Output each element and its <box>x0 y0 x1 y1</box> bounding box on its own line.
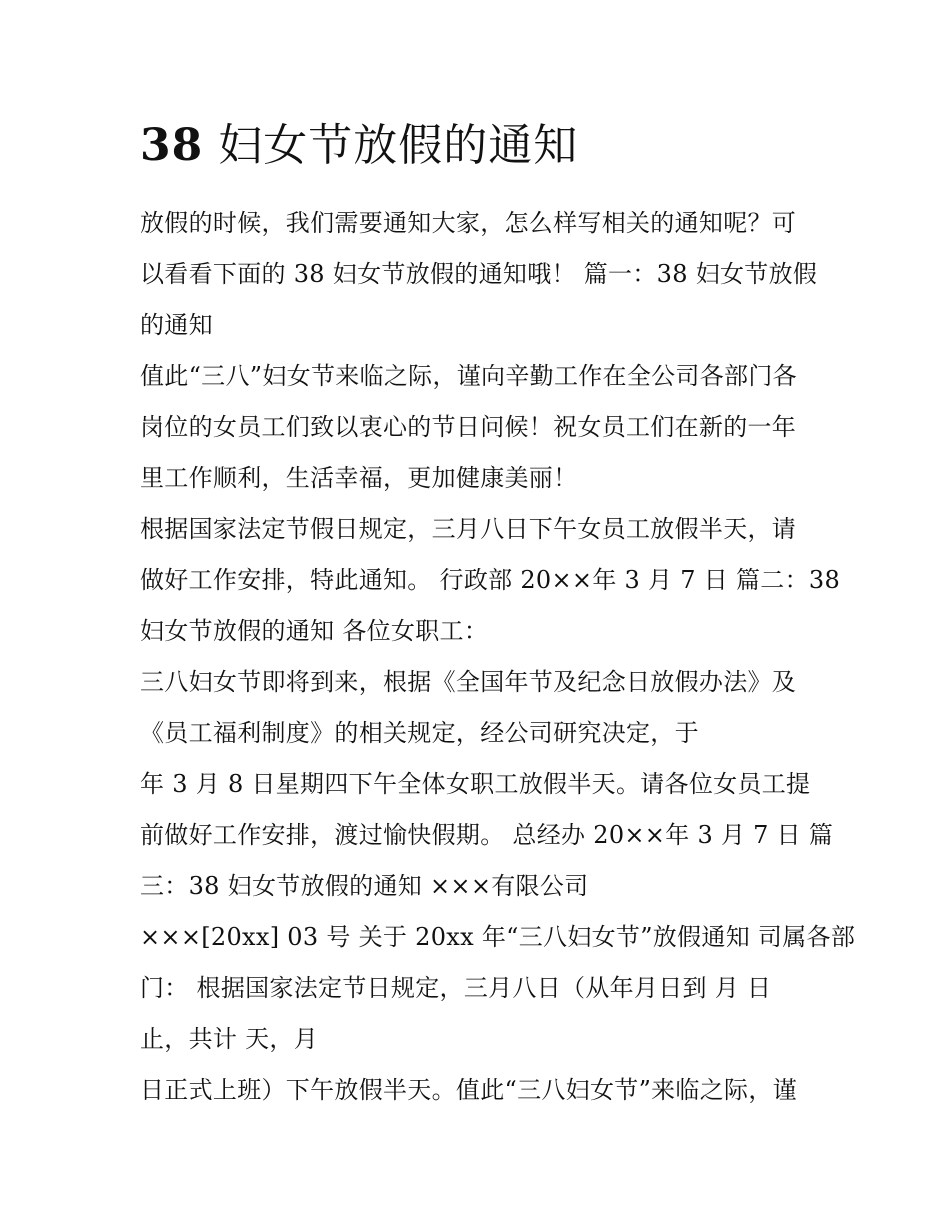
text-line: 做好工作安排，特此通知。 行政部 20××年 3 月 7 日 篇二：38 <box>140 566 841 594</box>
title-text: 妇女节放假的通知 <box>218 120 579 171</box>
text-line: 里工作顺利，生活幸福，更加健康美丽！ <box>140 464 578 492</box>
text-line: 年 3 月 8 日星期四下午全体女职工放假半天。请各位女员工提 <box>140 770 811 798</box>
text-line: 放假的时候，我们需要通知大家，怎么样写相关的通知呢？可 <box>140 209 797 237</box>
document-body <box>140 198 856 1116</box>
text-line: 根据国家法定节假日规定，三月八日下午女员工放假半天，请 <box>140 515 797 543</box>
text-line: 止，共计 天，月 <box>140 1025 319 1053</box>
text-line: 岗位的女员工们致以衷心的节日问候！祝女员工们在新的一年 <box>140 413 797 441</box>
text-line: 前做好工作安排，渡过愉快假期。 总经办 20××年 3 月 7 日 篇 <box>140 821 834 849</box>
text-line: 妇女节放假的通知 各位女职工： <box>140 617 489 645</box>
text-line: 日正式上班）下午放假半天。值此“三八妇女节”来临之际，谨 <box>140 1076 797 1104</box>
text-line: 值此“三八”妇女节来临之际，谨向辛勤工作在全公司各部门各 <box>140 362 797 390</box>
document-title <box>140 116 578 176</box>
text-line: 《员工福利制度》的相关规定，经公司研究决定，于 <box>140 719 699 747</box>
text-line: 三：38 妇女节放假的通知 ×××有限公司 <box>140 872 589 900</box>
text-line: 的通知 <box>140 311 213 339</box>
text-line: 以看看下面的 38 妇女节放假的通知哦！ 篇一：38 妇女节放假 <box>140 260 818 288</box>
title-number: 38 <box>140 120 204 171</box>
text-line: ×××[20xx] 03 号 关于 20xx 年“三八妇女节”放假通知 司属各部 <box>140 923 856 951</box>
text-line: 三八妇女节即将到来，根据《全国年节及纪念日放假办法》及 <box>140 668 797 696</box>
text-line: 门： 根据国家法定节日规定，三月八日（从年月日到 月 日 <box>140 974 772 1002</box>
